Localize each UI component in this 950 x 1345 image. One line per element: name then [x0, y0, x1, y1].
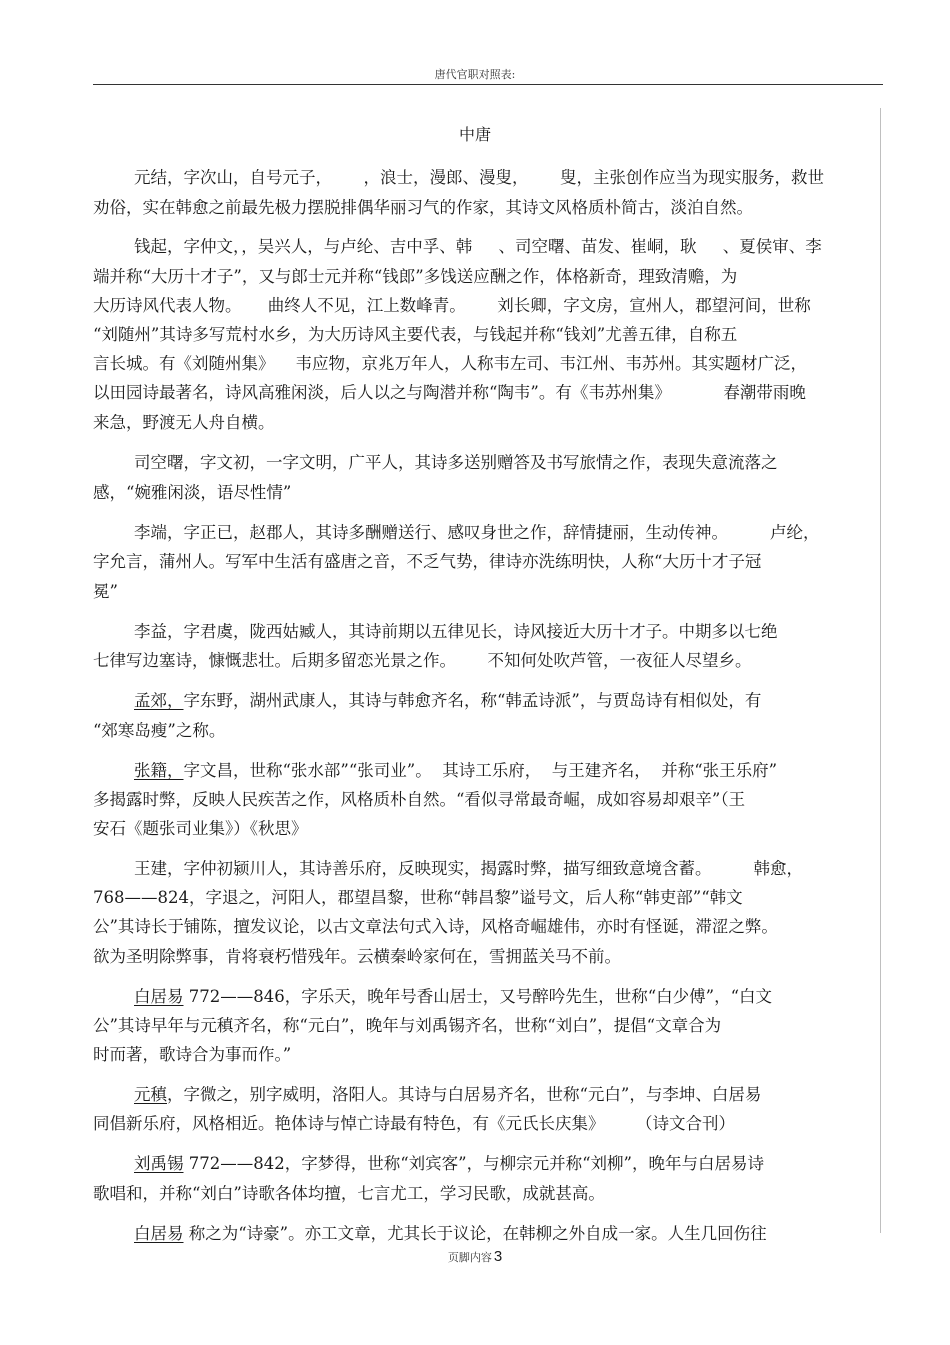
underlined-poet-name: 白居易	[134, 987, 184, 1006]
text-line	[134, 166, 824, 190]
line-text: 公”其诗早年与元稹齐名，称“元白”，晚年与刘禹锡齐名，世称“刘白”，提倡“文章合为	[93, 1016, 722, 1035]
text-line	[93, 381, 806, 405]
line-text: 王建，字仲初颍川人，其诗善乐府，反映现实，揭露时弊，描写细致意境含蓄。 韩愈，	[134, 859, 803, 878]
line-text: 字东野，湖州武康人，其诗与韩愈齐名，称“韩孟诗派”，与贾岛诗有相似处，有	[183, 691, 762, 710]
line-text: 字允言，蒲州人。写军中生活有盛唐之音，不乏气势，律诗亦洗练明快，人称“大历十才子冠	[93, 552, 762, 571]
underlined-poet-name: 孟郊，	[134, 691, 184, 710]
line-text: 李益，字君虞，陇西姑臧人，其诗前期以五律见长，诗风接近大历十才子。中期多以七绝	[134, 622, 778, 641]
text-line	[93, 886, 743, 910]
text-line	[93, 945, 621, 969]
header-divider	[93, 84, 883, 85]
text-line	[93, 550, 761, 574]
text-line	[93, 580, 118, 604]
text-line	[93, 265, 737, 289]
line-text: 元结，字次山，自号元子， ，浪士，漫郎、漫叟， 叟，主张创作应当为现实服务，救世	[134, 168, 824, 187]
text-line	[134, 235, 822, 259]
line-text: 772——842，字梦得，世称“刘宾客”，与柳宗元并称“刘柳”，晚年与白居易诗	[183, 1154, 764, 1173]
text-line	[93, 1112, 735, 1136]
text-line	[134, 1083, 761, 1107]
text-line	[93, 817, 308, 841]
line-text: 以田园诗最著名，诗风高雅闲淡，后人以之与陶潜并称“陶韦”。有《韦苏州集》 春潮带雨晚	[93, 383, 806, 402]
text-line	[134, 1222, 767, 1246]
line-text: 七律写边塞诗，慷慨悲壮。后期多留恋光景之作。 不知何处吹芦管，一夜征人尽望乡。	[93, 651, 752, 670]
right-margin-rule	[880, 108, 881, 1233]
page-number: 3	[493, 1248, 503, 1265]
text-line	[134, 689, 761, 713]
page-footer	[0, 1248, 950, 1265]
line-text: 来急，野渡无人舟自横。	[93, 413, 275, 432]
text-line	[134, 759, 777, 783]
line-text: 安石《题张司业集》）《秋思》	[93, 819, 308, 838]
text-line	[93, 294, 811, 318]
line-text: 多揭露时弊，反映人民疾苦之作，风格质朴自然。“看似寻常最奇崛，成如容易却艰辛”（王	[93, 790, 746, 809]
line-text: 歌唱和，并称“刘白”诗歌各体均擅，七言尤工，学习民歌，成就甚高。	[93, 1184, 605, 1203]
line-text: ，字微之，别字威明，洛阳人。其诗与白居易齐名，世称“元白”，与李坤、白居易	[167, 1085, 762, 1104]
text-line	[93, 915, 778, 939]
text-line	[134, 620, 778, 644]
underlined-poet-name: 白居易	[134, 1224, 184, 1243]
line-text: 言长城。有《刘随州集》 韦应物，京兆万年人，人称韦左司、韦江州、韦苏州。其实题材广泛，	[93, 354, 807, 373]
section-title: 中唐	[458, 125, 491, 144]
text-line	[134, 985, 772, 1009]
line-text: “郊寒岛瘦”之称。	[93, 721, 226, 740]
line-text: 司空曙，字文初，一字文明，广平人，其诗多送别赠答及书写旅情之作，表现失意流落之	[134, 453, 778, 472]
line-text: 字文昌，世称“张水部”“张司业”。 其诗工乐府， 与王建齐名， 并称“张王乐府”	[183, 761, 778, 780]
line-text: 欲为圣明除弊事，肯将衰朽惜残年。云横秦岭家何在，雪拥蓝关马不前。	[93, 947, 621, 966]
line-text: 感，“婉雅闲淡，语尽性情”	[93, 483, 292, 502]
line-text: 772——846，字乐天，晚年号香山居士，又号醉吟先生，世称“白少傅”，“白文	[183, 987, 773, 1006]
text-line	[93, 788, 745, 812]
text-line	[93, 352, 807, 376]
page-header-title: 唐代官职对照表:	[434, 68, 516, 81]
line-text: 李端，字正已，赵郡人，其诗多酬赠送行、感叹身世之作，辞情捷丽，生动传神。 卢纶，	[134, 523, 820, 542]
text-line	[134, 857, 803, 881]
line-text: 冕”	[93, 582, 118, 601]
text-line	[134, 1152, 764, 1176]
text-line	[93, 1014, 721, 1038]
line-text: 钱起，字仲文，，吴兴人，与卢纶、吉中孚、韩 、司空曙、苗发、崔峒，耿 、夏侯审、李	[134, 237, 822, 256]
text-line	[93, 719, 225, 743]
line-text: 时而著，歌诗合为事而作。”	[93, 1045, 292, 1064]
line-text: 768——824，字退之，河阳人，郡望昌黎，世称“韩昌黎”谥号文，后人称“韩吏部”“韩文	[93, 888, 743, 907]
text-line	[93, 411, 275, 435]
underlined-poet-name: 刘禹锡	[134, 1154, 184, 1173]
text-line	[134, 521, 819, 545]
text-line	[93, 323, 737, 347]
line-text: “刘随州”其诗多写荒村水乡，为大历诗风主要代表，与钱起并称“钱刘”尤善五律，自称五	[93, 325, 738, 344]
line-text: 劝俗，实在韩愈之前最先极力摆脱排偶华丽习气的作家，其诗文风格质朴简古，淡泊自然。	[93, 198, 753, 217]
underlined-poet-name: 张籍，	[134, 761, 184, 780]
text-line	[93, 481, 291, 505]
text-line	[93, 1043, 291, 1067]
line-text: 端并称“大历十才子”，又与郎士元并称“钱郎”多饯送应酬之作，体格新奇，理致清赡，为	[93, 267, 738, 286]
underlined-poet-name: 元稹	[134, 1085, 167, 1104]
footer-label: 页脚内容	[447, 1251, 492, 1264]
text-line	[93, 649, 751, 673]
text-line	[134, 451, 778, 475]
text-line	[93, 1182, 605, 1206]
line-text: 大历诗风代表人物。 曲终人不见，江上数峰青。 刘长卿，字文房，宣州人，郡望河间，世称	[93, 296, 811, 315]
line-text: 公”其诗长于铺陈，擅发议论，以古文章法句式入诗，风格奇崛雄伟，亦时有怪诞，滞涩之弊。	[93, 917, 778, 936]
line-text: 称之为“诗豪”。亦工文章，尤其长于议论，在韩柳之外自成一家。人生几回伤往	[183, 1224, 767, 1243]
line-text: 同倡新乐府，风格相近。艳体诗与悼亡诗最有特色，有《元氏长庆集》 （诗文合刊）	[93, 1114, 735, 1133]
text-line	[93, 196, 753, 220]
